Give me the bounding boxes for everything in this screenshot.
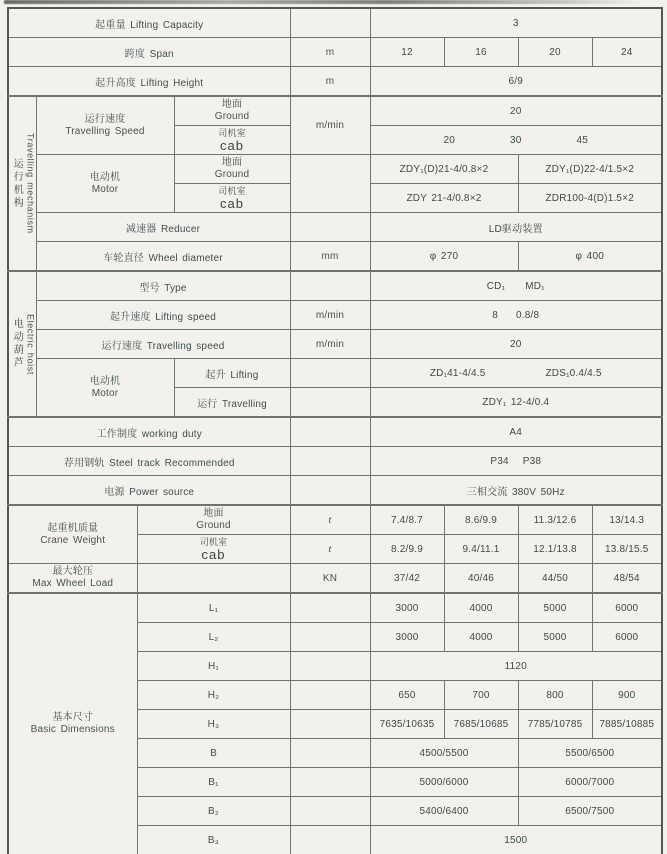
cab-label-zh: 司机室 (199, 537, 228, 547)
row-hoist-lifting-speed (8, 301, 662, 330)
dim-value: 7785/10785 (518, 710, 592, 739)
hoist-motor-label-zh: 电动机 (89, 375, 121, 387)
dim-unit-empty (290, 652, 370, 681)
dim-value: 7885/10885 (592, 710, 662, 739)
row-travelling-motor-ground (8, 155, 662, 184)
dim-value: 6000 (592, 593, 662, 623)
dimensions-label-zh: 基本尺寸 (52, 712, 94, 723)
max-wheel-load-label-zh: 最大轮压 (52, 566, 94, 577)
crane-weight-cab-value: 9.4/11.1 (444, 535, 518, 564)
cab-label-zh: 司机室 (218, 128, 246, 138)
dim-name: B (137, 739, 290, 768)
capacity-value: 3 (370, 8, 662, 38)
wheel-diameter-value: φ 400 (518, 242, 662, 272)
dim-name: H₃ (137, 710, 290, 739)
row-capacity (8, 8, 662, 38)
span-value: 20 (518, 38, 592, 67)
cab-speed-value: 20 (443, 134, 455, 146)
capacity-label: 起重量 Lifting Capacity (8, 8, 290, 38)
dim-name: H₂ (137, 681, 290, 710)
power-source-label: 电源 Power source (8, 476, 290, 506)
reducer-value: LD驱动装置 (370, 213, 662, 242)
hoist-lifting-speed-values (370, 301, 662, 330)
hoist-motor-lifting-values (370, 359, 662, 388)
section-electric-hoist-en: Electric hoist (25, 313, 36, 375)
span-value: 12 (370, 38, 444, 67)
dim-value: 5000 (518, 623, 592, 652)
dim-value: 4000 (444, 623, 518, 652)
crane-spec-table (7, 7, 663, 854)
dim-unit-empty (290, 623, 370, 652)
cab-label-zh: 司机室 (218, 186, 246, 196)
dim-value: 3000 (370, 593, 444, 623)
section-electric-hoist-zh: 电动葫芦 (11, 318, 23, 370)
row-crane-weight-ground (8, 505, 662, 535)
ground-label-en: Ground (214, 111, 250, 122)
row-steel-track (8, 447, 662, 476)
span-unit: m (290, 38, 370, 67)
dim-unit-empty (290, 826, 370, 854)
dim-unit-empty (290, 593, 370, 623)
hoist-type-unit-empty (290, 271, 370, 301)
working-duty-label: 工作制度 working duty (8, 417, 290, 447)
dim-name: H₁ (137, 652, 290, 681)
crane-weight-ground-value: 13/14.3 (592, 505, 662, 535)
row-lifting-height (8, 67, 662, 97)
crane-weight-cab-value: 13.8/15.5 (592, 535, 662, 564)
dim-value: 700 (444, 681, 518, 710)
dim-value: 1120 (370, 652, 662, 681)
travelling-speed-ground-value: 20 (370, 96, 662, 126)
lifting-height-label: 起升高度 Lifting Height (8, 67, 290, 97)
dim-value: 4000 (444, 593, 518, 623)
span-value: 16 (444, 38, 518, 67)
cab-label (174, 184, 290, 213)
row-travelling-speed-ground (8, 96, 662, 126)
ground-label-en: Ground (196, 520, 231, 531)
ground-label-zh: 地面 (221, 157, 243, 168)
steel-track-value: P34 (490, 455, 509, 467)
dim-value: 6000/7000 (518, 768, 662, 797)
dim-value: 4500/5500 (370, 739, 518, 768)
row-hoist-type (8, 271, 662, 301)
hoist-type-value: CD₁ (486, 280, 506, 292)
hoist-lifting-speed-value: 0.8/8 (516, 309, 540, 321)
hoist-lifting-speed-value: 8 (492, 309, 498, 321)
hoist-motor-travelling-label: 运行 Travelling (174, 388, 290, 418)
working-duty-unit-empty (290, 417, 370, 447)
dim-value: 800 (518, 681, 592, 710)
max-wheel-load-value: 48/54 (592, 564, 662, 594)
row-span (8, 38, 662, 67)
max-wheel-load-sub-empty (137, 564, 290, 594)
dim-value: 6000 (592, 623, 662, 652)
hoist-type-value: MD₁ (525, 280, 545, 292)
max-wheel-load-value: 37/42 (370, 564, 444, 594)
hoist-type-label: 型号 Type (36, 271, 290, 301)
section-travelling-mechanism (8, 96, 36, 271)
travelling-motor-ground-value: ZDY₁(D)22-4/1.5×2 (518, 155, 662, 184)
row-hoist-travelling-speed (8, 330, 662, 359)
cab-speed-value: 30 (509, 134, 522, 146)
row-working-duty (8, 417, 662, 447)
row-max-wheel-load (8, 564, 662, 594)
hoist-travelling-speed-unit: m/min (290, 330, 370, 359)
travelling-motor-label-en: Motor (91, 183, 119, 195)
hoist-travelling-speed-label: 运行速度 Travelling speed (36, 330, 290, 359)
dim-unit-empty (290, 710, 370, 739)
row-power-source (8, 476, 662, 506)
power-source-unit-empty (290, 476, 370, 506)
dim-value: 7685/10685 (444, 710, 518, 739)
hoist-lifting-speed-label: 起升速度 Lifting speed (36, 301, 290, 330)
section-travelling-mechanism-en: Travelling mechanism (25, 133, 36, 234)
travelling-motor-label-zh: 电动机 (89, 171, 121, 183)
travelling-motor-cab-value: ZDY 21-4/0.8×2 (370, 184, 518, 213)
crane-weight-ground-value: 8.6/9.9 (444, 505, 518, 535)
crane-weight-label-en: Crane Weight (40, 534, 106, 546)
crane-weight-label-zh: 起重机质量 (47, 522, 99, 534)
hoist-motor-lifting-unit-empty (290, 359, 370, 388)
cab-speed-value: 45 (576, 134, 589, 146)
section-electric-hoist (8, 271, 36, 417)
wheel-diameter-value: φ 270 (370, 242, 518, 272)
crane-weight-group-label (8, 505, 137, 564)
hoist-motor-lifting-value: ZD₁41-4/4.5 (429, 367, 486, 379)
dim-value: 5500/6500 (518, 739, 662, 768)
hoist-lifting-speed-unit: m/min (290, 301, 370, 330)
travelling-speed-label-zh: 运行速度 (84, 113, 126, 125)
ground-label (174, 96, 290, 126)
dim-unit-empty (290, 797, 370, 826)
dim-value: 5000 (518, 593, 592, 623)
crane-weight-unit: t (290, 535, 370, 564)
steel-track-label: 荐用钢轨 Steel track Recommended (8, 447, 290, 476)
dim-unit-empty (290, 739, 370, 768)
max-wheel-load-unit: KN (290, 564, 370, 594)
lifting-height-unit: m (290, 67, 370, 97)
dim-value: 6500/7500 (518, 797, 662, 826)
steel-track-value: P38 (522, 455, 542, 467)
steel-track-values (370, 447, 662, 476)
travelling-speed-unit: m/min (290, 96, 370, 155)
dim-unit-empty (290, 681, 370, 710)
lifting-height-value: 6/9 (370, 67, 662, 97)
dim-unit-empty (290, 768, 370, 797)
max-wheel-load-value: 40/46 (444, 564, 518, 594)
dim-value: 650 (370, 681, 444, 710)
max-wheel-load-label (8, 564, 137, 594)
max-wheel-load-value: 44/50 (518, 564, 592, 594)
travelling-speed-label-en: Travelling Speed (65, 125, 145, 137)
hoist-motor-lifting-label: 起升 Lifting (174, 359, 290, 388)
cab-label (137, 535, 290, 564)
dim-value: 1500 (370, 826, 662, 854)
dim-value: 7635/10635 (370, 710, 444, 739)
reducer-label: 减速器 Reducer (36, 213, 290, 242)
ground-label (137, 505, 290, 535)
cab-label (174, 126, 290, 155)
row-dim-L1 (8, 593, 662, 623)
cab-label-en: cab (220, 196, 244, 211)
ground-label-zh: 地面 (221, 99, 243, 110)
hoist-travelling-speed-value: 20 (370, 330, 662, 359)
hoist-type-values (370, 271, 662, 301)
power-source-value: 三相交流 380V 50Hz (370, 476, 662, 506)
working-duty-value: A4 (370, 417, 662, 447)
dim-name: B₃ (137, 826, 290, 854)
crane-weight-cab-value: 12.1/13.8 (518, 535, 592, 564)
dimensions-group-label (8, 593, 137, 854)
dim-name: B₁ (137, 768, 290, 797)
travelling-motor-unit-empty (290, 155, 370, 213)
hoist-motor-travelling-value: ZDY₁ 12-4/0.4 (370, 388, 662, 418)
ground-label-zh: 地面 (203, 508, 224, 519)
dim-name: B₂ (137, 797, 290, 826)
cab-label-en: cab (201, 547, 226, 562)
section-travelling-mechanism-zh: 运行机构 (11, 157, 23, 210)
crane-weight-cab-value: 8.2/9.9 (370, 535, 444, 564)
crane-weight-ground-value: 7.4/8.7 (370, 505, 444, 535)
scan-artifact-top (4, 0, 644, 4)
wheel-diameter-unit: mm (290, 242, 370, 272)
dim-value: 5000/6000 (370, 768, 518, 797)
dim-value: 900 (592, 681, 662, 710)
hoist-motor-label-en: Motor (91, 387, 119, 399)
dimensions-label-en: Basic Dimensions (30, 724, 115, 735)
crane-weight-ground-value: 11.3/12.6 (518, 505, 592, 535)
wheel-diameter-label: 车轮直径 Wheel diameter (36, 242, 290, 272)
ground-label (174, 155, 290, 184)
hoist-motor-group-label (36, 359, 174, 418)
dim-name: L₂ (137, 623, 290, 652)
travelling-speed-group-label (36, 96, 174, 155)
row-hoist-motor-lifting (8, 359, 662, 388)
row-reducer (8, 213, 662, 242)
ground-label-en: Ground (214, 169, 250, 180)
cab-label-en: cab (220, 138, 244, 153)
hoist-motor-travelling-unit-empty (290, 388, 370, 418)
travelling-motor-group-label (36, 155, 174, 213)
travelling-motor-ground-value: ZDY₁(D)21-4/0.8×2 (370, 155, 518, 184)
dim-value: 3000 (370, 623, 444, 652)
crane-weight-unit: t (290, 505, 370, 535)
travelling-speed-cab-values (370, 126, 662, 155)
row-wheel-diameter (8, 242, 662, 272)
steel-track-unit-empty (290, 447, 370, 476)
capacity-unit-empty (290, 8, 370, 38)
span-value: 24 (592, 38, 662, 67)
dim-name: L₁ (137, 593, 290, 623)
travelling-motor-cab-value: ZDR100-4(D)1.5×2 (518, 184, 662, 213)
dim-value: 5400/6400 (370, 797, 518, 826)
span-label: 跨度 Span (8, 38, 290, 67)
hoist-motor-lifting-value: ZDS₁0.4/4.5 (545, 367, 602, 379)
reducer-unit-empty (290, 213, 370, 242)
max-wheel-load-label-en: Max Wheel Load (32, 578, 114, 589)
